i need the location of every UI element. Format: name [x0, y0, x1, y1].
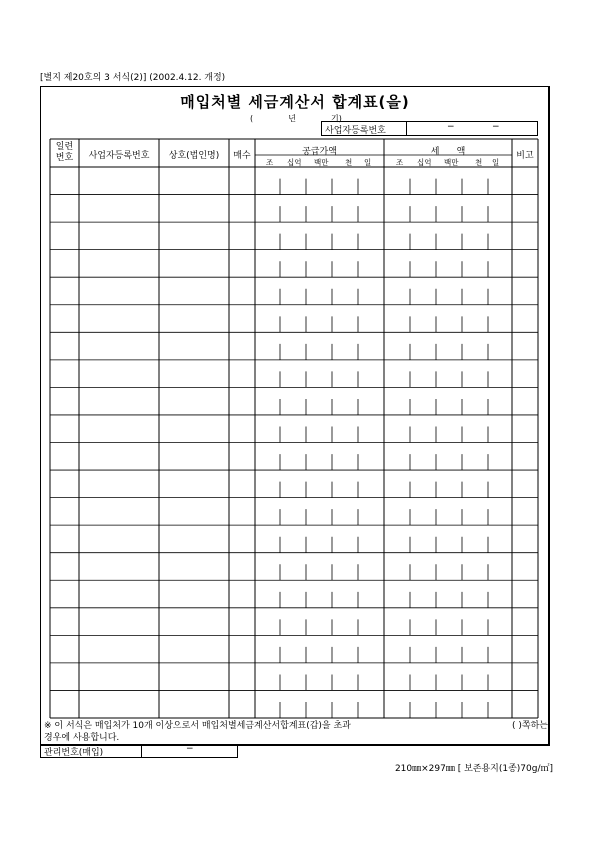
management-number-box[interactable]	[40, 746, 238, 758]
tax-unit-sibeok: 십억	[417, 158, 432, 167]
paper-size-note: 210㎜×297㎜ [ 보존용지(1종)70g/㎡]	[394, 764, 553, 774]
col-header-company: 상호(법인명)	[168, 151, 220, 161]
col-header-serial-text: 일련 번호	[55, 142, 74, 163]
tax-unit-cheon: 천	[475, 158, 483, 167]
footnote-line-1: ※ 이 서식은 매입처가 10개 이상으로서 매입처별세금계산서합계표(갑)을 초과	[44, 721, 351, 731]
form-header-note: [별지 제20호의 3 서식(2)] (2002.4.12. 개정)	[40, 73, 226, 83]
management-number-label: 관리번호(매입)	[44, 748, 104, 758]
col-header-tax: 세 액	[430, 147, 466, 157]
footnote-line-2: 경우에 사용합니다.	[44, 733, 120, 743]
period-year: 년	[288, 114, 296, 123]
supply-unit-baekman: 백만	[314, 158, 329, 167]
col-header-supply: 공급가액	[302, 147, 337, 157]
tax-unit-jo: 조	[396, 158, 404, 167]
footnote-page-count: ( )쪽하는	[512, 721, 548, 731]
col-header-serial	[50, 142, 79, 164]
business-number-dash-1: −	[447, 122, 455, 132]
footnote	[44, 720, 550, 744]
period-quarter: 기)	[331, 114, 342, 123]
supply-unit-cheon: 천	[345, 158, 353, 167]
form-title: 매입처별 세금계산서 합계표(을)	[180, 93, 410, 111]
supply-unit-sibeok: 십억	[287, 158, 302, 167]
supply-unit-il: 일	[364, 158, 372, 167]
period-open: (	[250, 114, 254, 123]
tax-unit-baekman: 백만	[444, 158, 459, 167]
management-number-dash: −	[186, 744, 194, 754]
management-number-divider	[141, 746, 142, 757]
col-header-remarks: 비고	[516, 151, 534, 161]
supply-unit-jo: 조	[266, 158, 274, 167]
tax-unit-il: 일	[492, 158, 500, 167]
col-header-biz-no: 사업자등록번호	[88, 151, 150, 161]
business-number-label: 사업자등록번호	[325, 126, 386, 136]
col-header-count: 매수	[233, 151, 251, 161]
business-number-dash-2: −	[492, 122, 500, 132]
